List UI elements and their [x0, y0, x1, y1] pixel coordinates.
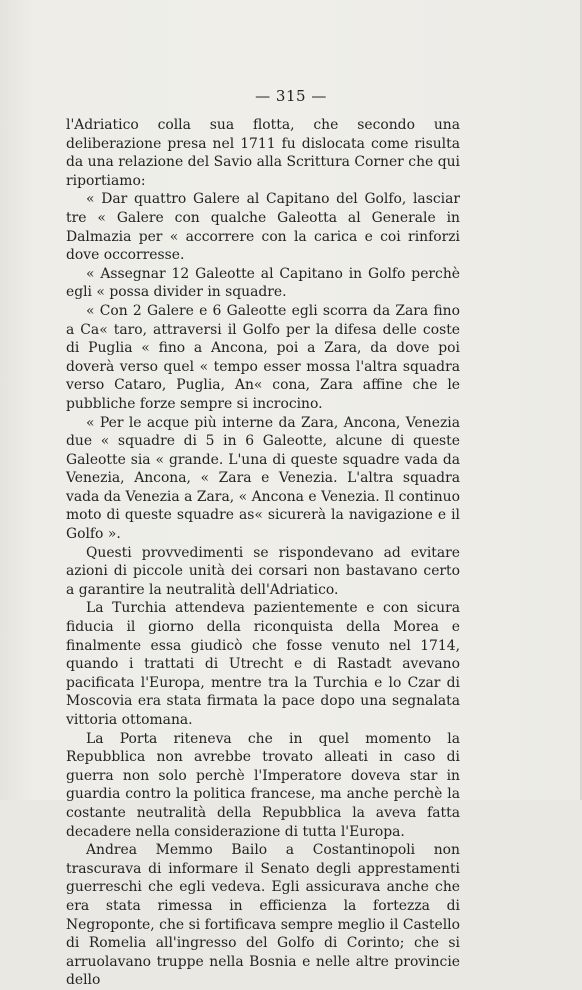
paragraph: Andrea Memmo Bailo a Costantinopoli non trascurava di informare il Senato degli apprestamenti guerreschi che egli vedeva. Egli assicurava anche che era stata rimessa in efficienza la fortezza di Negroponte, che si fortificava sempre meglio il Castello di Romelia all'ingresso del Golfo di Corinto; che si arruolavano truppe nella Bosnia e nelle altre provincie dello: [66, 842, 460, 989]
quote-paragraph: « Assegnar 12 Galeotte al Capitano in Golfo perchè egli « possa divider in squadre.: [66, 265, 460, 301]
paragraph: Questi provvedimenti se rispondevano ad evitare azioni di piccole unità dei corsari non bastavano certo a garantire la neutralità dell'Adriatico.: [66, 544, 460, 598]
quote-paragraph: « Dar quattro Galere al Capitano del Golfo, lasciar tre « Galere con qualche Galeotta al Generale in Dalmazia per « accorrere con la carica e coi rinforzi dove occorresse.: [66, 191, 460, 264]
page-number: — 315 —: [255, 87, 327, 105]
body-text: [66, 116, 460, 990]
quote-paragraph: « Con 2 Galere e 6 Galeotte egli scorra da Zara fino a Ca« taro, attraversi il Golfo per la difesa delle coste di Puglia « fino a Ancona, poi a Zara, da dove poi doverà verso quel « tempo esser mossa l'altra squadra verso Cataro, Puglia, An« cona, Zara affine che le pubbliche forze sempre si incrocino.: [66, 302, 460, 412]
paragraph: l'Adriatico colla sua flotta, che secondo una deliberazione presa nel 1711 fu dislocata come risulta da una relazione del Savio alla Scrittura Corner che qui riportiamo:: [66, 117, 460, 189]
paragraph: La Porta riteneva che in quel momento la Repubblica non avrebbe trovato alleati in caso di guerra non solo perchè l'Imperatore doveva star in guardia contro la politica francese, ma anche perchè la costante neutralità della Repubblica la aveva fatta decadere nella considerazione di tutta l'Europa.: [66, 730, 460, 840]
paragraph: La Turchia attendeva pazientemente e con sicura fiducia il giorno della riconquista della Morea e finalmente essa giudicò che fosse venuto nel 1714, quando i trattati di Utrecht e di Rastadt avevano pacificata l'Europa, mentre tra la Turchia e lo Czar di Moscovia era stata firmata la pace dopo una segnalata vittoria ottomana.: [66, 600, 460, 728]
quote-paragraph: « Per le acque più interne da Zara, Ancona, Venezia due « squadre di 5 in 6 Galeotte, alcune di queste Galeotte sia « grande. L'una di queste squadre vada da Venezia, Ancona, « Zara e Venezia. L'altra squadra vada da Venezia a Zara, « Ancona e Venezia. Il continuo moto di queste squadre as« sicurerà la navigazione e il Golfo ».: [66, 414, 460, 543]
